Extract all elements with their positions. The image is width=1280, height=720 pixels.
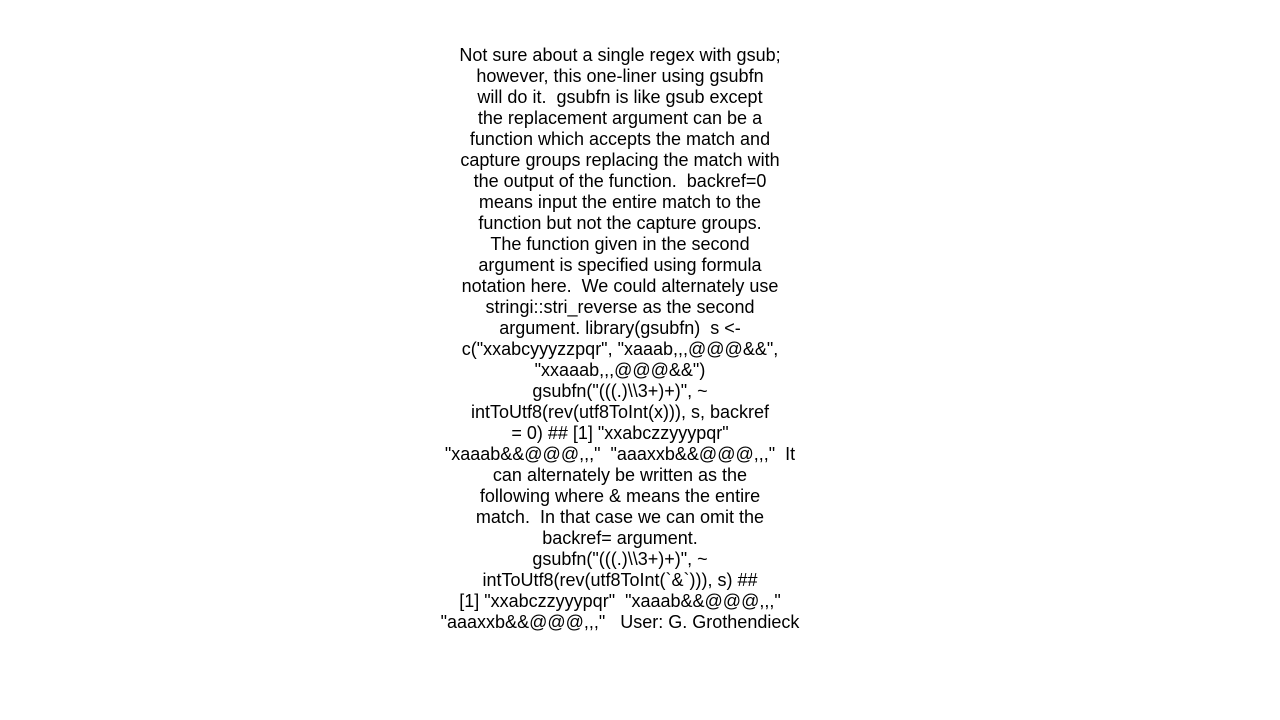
text-line: following where & means the entire: [479, 486, 761, 506]
text-line: capture groups replacing the match with: [460, 150, 780, 170]
text-line: the replacement argument can be a: [477, 108, 763, 128]
text-line: intToUtf8(rev(utf8ToInt(x))), s, backref: [470, 402, 770, 422]
text-line: function which accepts the match and: [469, 129, 771, 149]
text-line: can alternately be written as the: [492, 465, 748, 485]
text-line: argument is specified using formula: [478, 255, 762, 275]
text-line: however, this one-liner using gsubfn: [476, 66, 764, 86]
text-line: gsubfn("(((.)\\3+)+)", ~: [532, 549, 708, 569]
text-line: "xxaaab,,,@@@&&"): [534, 360, 706, 380]
answer-text: [0, 45, 1240, 633]
text-line: match. In that case we can omit the: [475, 507, 765, 527]
text-line: function but not the capture groups.: [478, 213, 762, 233]
text-line: "xaaab&&@@@,,," "aaaxxb&&@@@,,," It: [444, 444, 796, 464]
text-line: argument. library(gsubfn) s <-: [499, 318, 741, 338]
text-line: backref= argument.: [542, 528, 698, 548]
text-line: means input the entire match to the: [478, 192, 762, 212]
text-line: will do it. gsubfn is like gsub except: [477, 87, 763, 107]
text-line: Not sure about a single regex with gsub;: [459, 45, 781, 65]
text-line: gsubfn("(((.)\\3+)+)", ~: [532, 381, 708, 401]
text-line: the output of the function. backref=0: [473, 171, 767, 191]
text-line: intToUtf8(rev(utf8ToInt(`&`))), s) ##: [482, 570, 758, 590]
text-line: "aaaxxb&&@@@,,," User: G. Grothendieck: [440, 612, 800, 632]
text-line: [1] "xxabczzyyypqr" "xaaab&&@@@,,,": [459, 591, 781, 611]
text-line: stringi::stri_reverse as the second: [485, 297, 755, 317]
text-line: c("xxabcyyyzzpqr", "xaaab,,,@@@&&",: [461, 339, 779, 359]
text-line: The function given in the second: [490, 234, 750, 254]
text-line: = 0) ## [1] "xxabczzyyypqr": [511, 423, 729, 443]
text-line: notation here. We could alternately use: [461, 276, 779, 296]
